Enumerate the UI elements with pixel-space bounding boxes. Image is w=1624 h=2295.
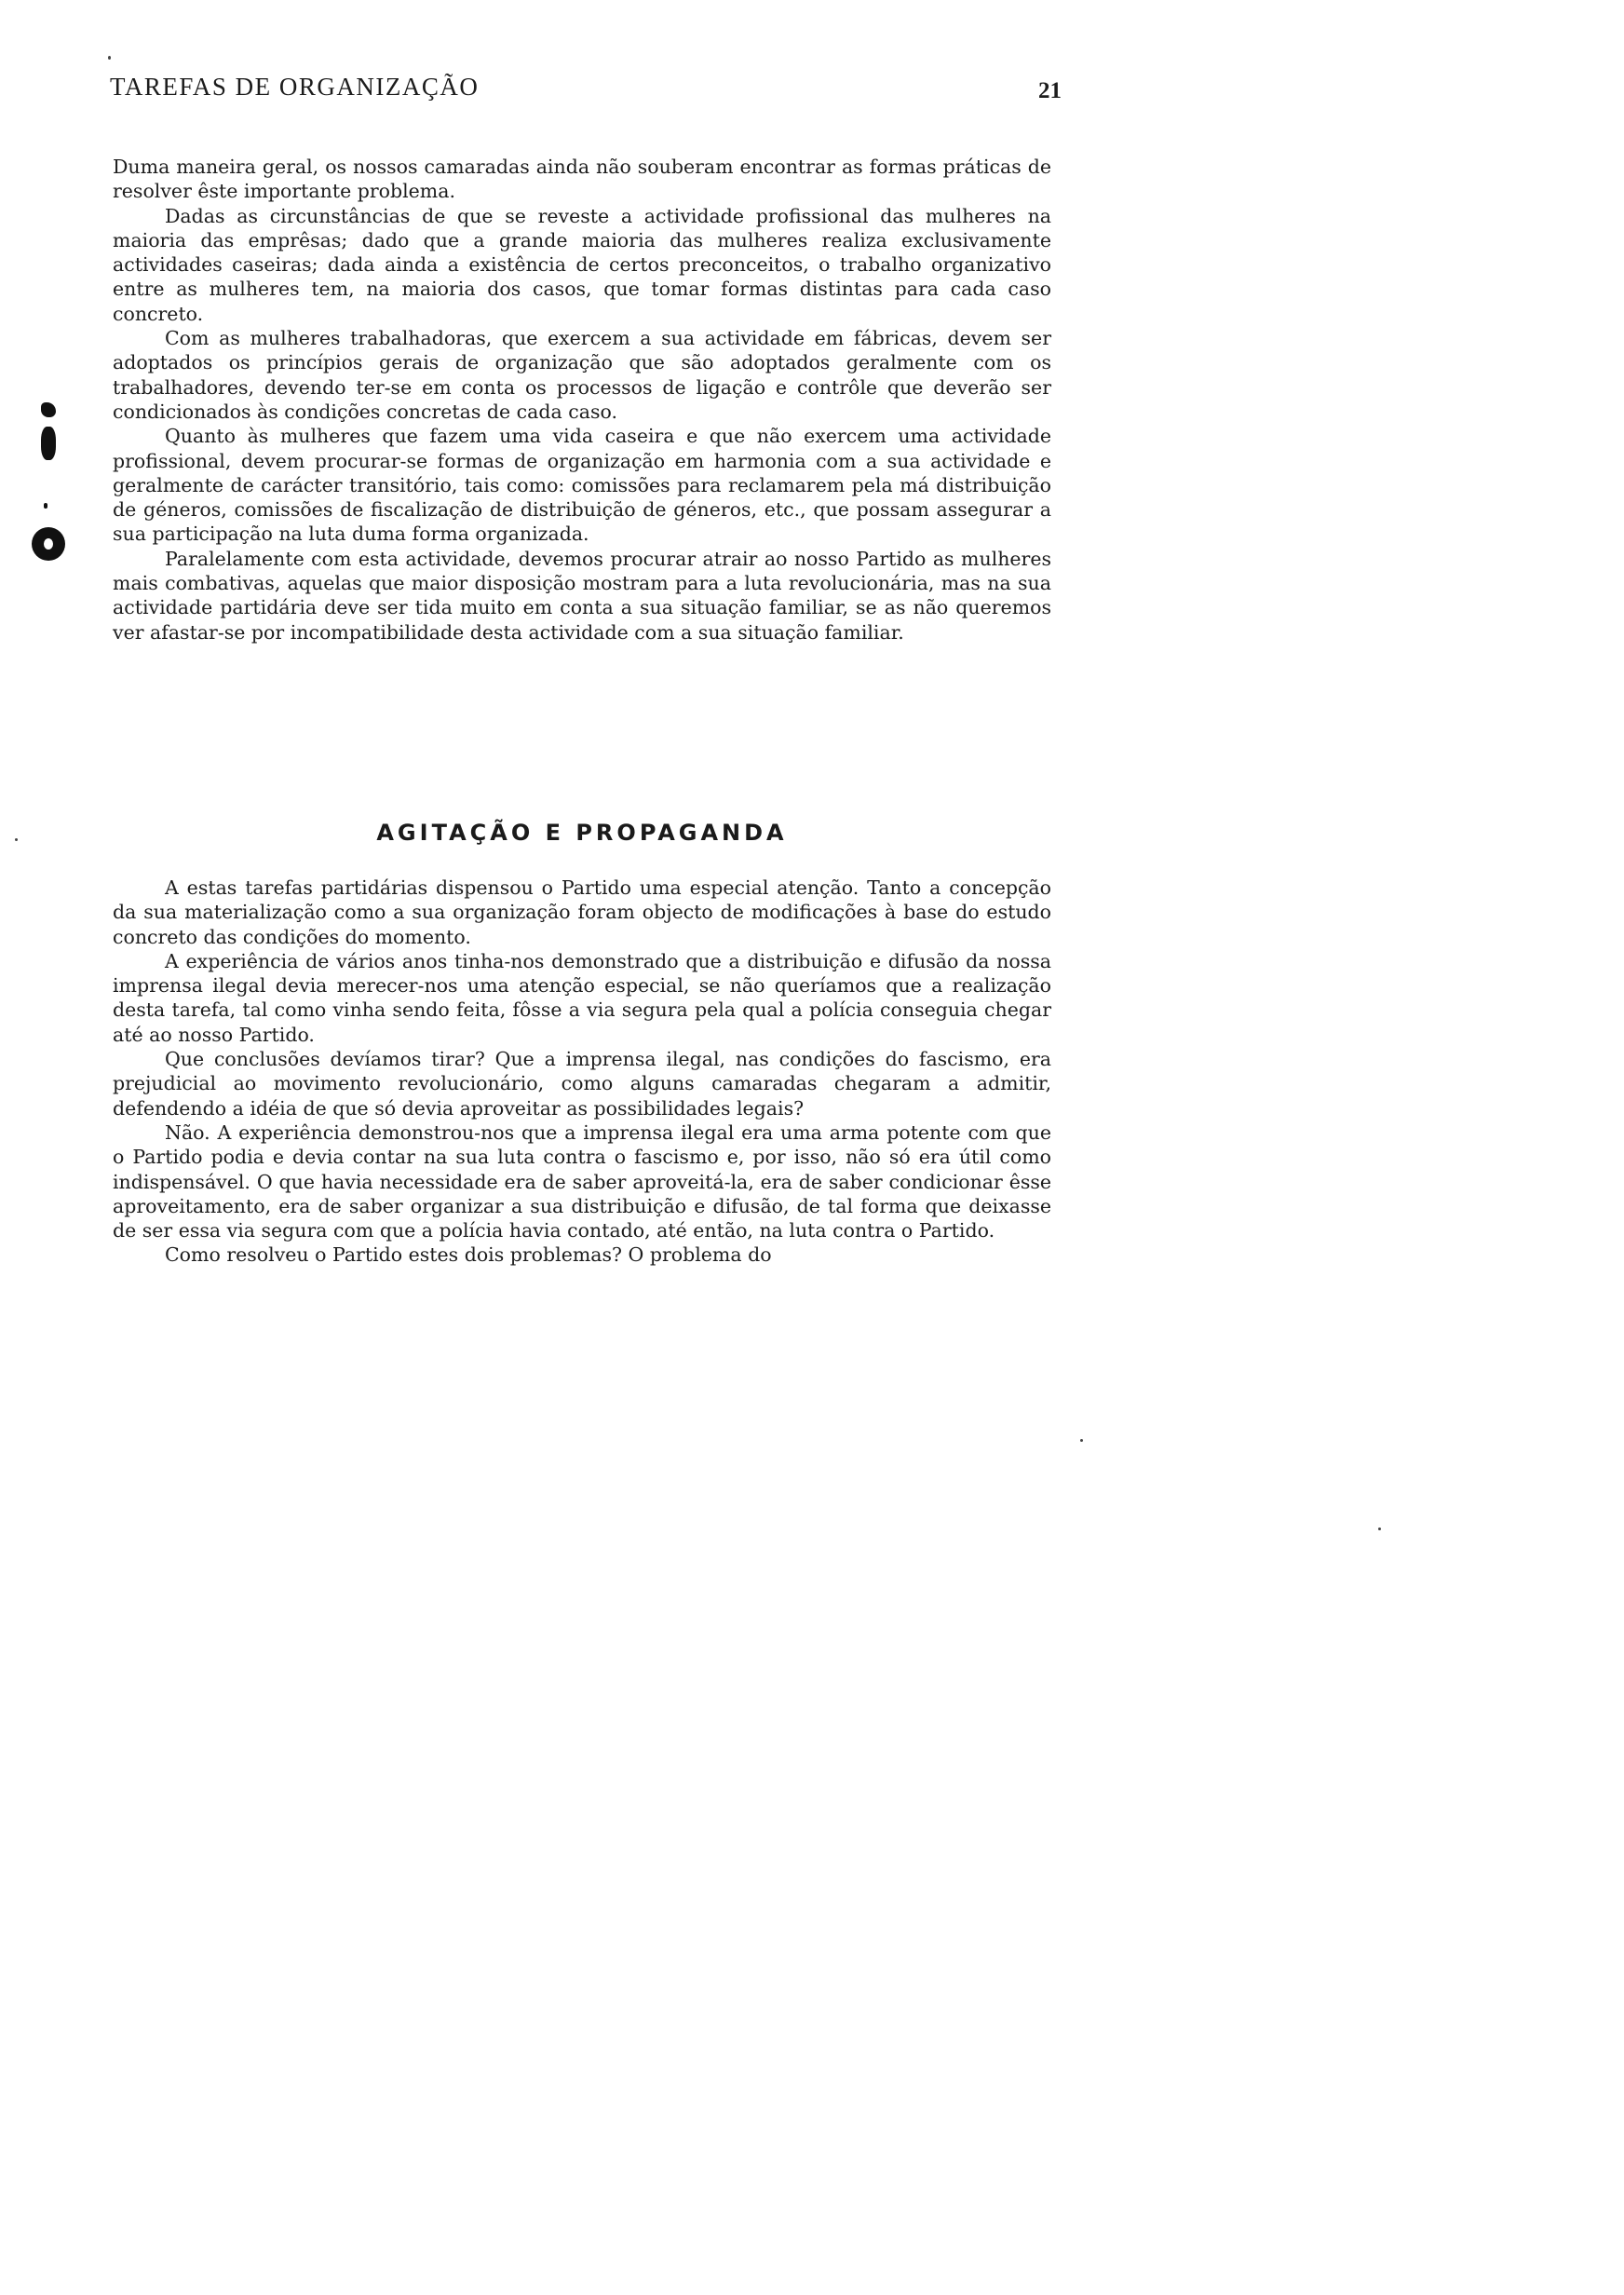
paragraph: A estas tarefas partidárias dispensou o Partido uma especial atenção. Tanto a concepção da sua materialização como a sua organização foram objecto de modificações à base do estudo concreto das condições do momento. (113, 876, 1051, 948)
paragraph: Não. A experiência demonstrou-nos que a imprensa ilegal era uma arma potente com que o Partido podia e devia contar na sua luta contra o fascismo e, por isso, não só era útil como indispensável. O que havia necessidade era de saber aproveitá-la, era de saber condicionar êsse aproveitamento, era de saber organizar a sua distribuição e difusão, de tal forma que deixasse de ser essa via segura com que a polícia havia contado, até então, na luta contra o Partido. (113, 1120, 1051, 1243)
ink-blot-mark (41, 402, 56, 417)
scan-speck (15, 838, 18, 841)
section-heading: AGITAÇÃO E PROPAGANDA (376, 820, 788, 846)
scan-speck (1080, 1439, 1083, 1442)
paragraph: A experiência de vários anos tinha-nos demonstrado que a distribuição e difusão da nossa imprensa ilegal devia merecer-nos uma atenção especial, se não queríamos que a realização desta tarefa, tal como vinha sendo feita, fôsse a via segura pela qual a polícia conseguia chegar até ao nosso Partido. (113, 949, 1051, 1046)
section-one-text (113, 155, 1051, 645)
paragraph: Que conclusões devíamos tirar? Que a imprensa ilegal, nas condições do fascismo, era prejudicial ao movimento revolucionário, como alguns camaradas chegaram a admitir, defendendo a idéia de que só devia aproveitar as possibilidades legais? (113, 1048, 1051, 1120)
scan-speck (108, 56, 111, 60)
paragraph: Como resolveu o Partido estes dois problemas? O problema do (165, 1243, 772, 1267)
paragraph: Paralelamente com esta actividade, devemos procurar atrair ao nosso Partido as mulheres mais combativas, aquelas que maior disposição mostram para a luta revolucionária, mas na sua actividade partidária deve ser tida muito em conta a sua situação familiar, se as não queremos ver afastar-se por incompatibilidade desta actividade com a sua situação familiar. (113, 547, 1051, 644)
paragraph: Dadas as circunstâncias de que se reveste a actividade profissional das mulheres na maioria das emprêsas; dado que a grande maioria das mulheres realiza exclusivamente actividades caseiras; dada ainda a existência de certos preconceitos, o trabalho organizativo entre as mulheres tem, na maioria dos casos, que tomar formas distintas para cada caso concreto. (113, 204, 1051, 325)
ink-dot-mark (44, 503, 47, 509)
paragraph: Duma maneira geral, os nossos camaradas ainda não souberam encontrar as formas práticas de resolver êste importante problema. (113, 156, 1051, 203)
scan-speck (1378, 1528, 1381, 1530)
running-title: TAREFAS DE ORGANIZAÇÃO (110, 73, 480, 101)
ink-blot-mark (41, 427, 56, 460)
paragraph: Quanto às mulheres que fazem uma vida caseira e que não exercem uma actividade profissional, devem procurar-se formas de organização em harmonia com a sua actividade e geralmente de carácter transitório, tais como: comissões para reclamarem pela má distribuição de géneros, comissões de fiscalização de distribuição de géneros, etc., que possam assegurar a sua participação na luta duma forma organizada. (113, 425, 1051, 546)
running-header (110, 73, 1062, 110)
paragraph: Com as mulheres trabalhadoras, que exercem a sua actividade em fábricas, devem ser adoptados os princípios gerais de organização que são adoptados geralmente com os trabalhadores, devendo ter-se em conta os processos de ligação e contrôle que deverão ser condicionados às condições concretas de cada caso. (113, 327, 1051, 423)
section-two-text (113, 876, 1051, 1268)
page-number: 21 (1038, 78, 1062, 103)
binding-hole-mark (32, 527, 65, 561)
